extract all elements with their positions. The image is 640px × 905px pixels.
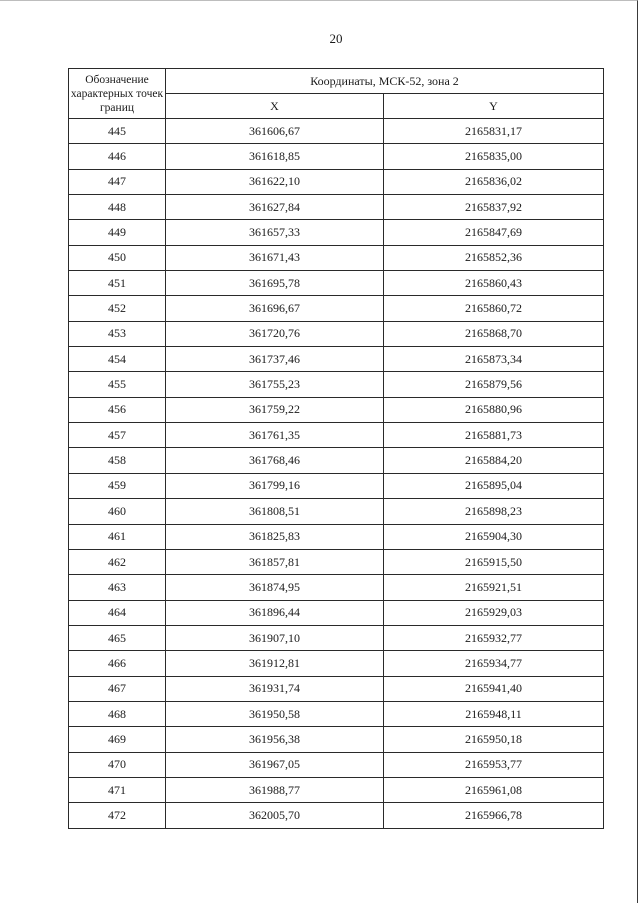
x-cell: 361825,83 — [166, 524, 384, 549]
x-cell: 361671,43 — [166, 245, 384, 270]
x-cell: 361907,10 — [166, 625, 384, 650]
y-cell: 2165860,43 — [384, 271, 604, 296]
x-cell: 361768,46 — [166, 448, 384, 473]
point-cell: 466 — [69, 651, 166, 676]
table-row — [69, 625, 604, 650]
y-cell: 2165904,30 — [384, 524, 604, 549]
y-column-header: Y — [384, 94, 604, 119]
x-cell: 361759,22 — [166, 397, 384, 422]
y-cell: 2165837,92 — [384, 195, 604, 220]
x-cell: 361912,81 — [166, 651, 384, 676]
coordinates-table — [68, 68, 604, 829]
table-row — [69, 752, 604, 777]
y-cell: 2165881,73 — [384, 423, 604, 448]
table-row — [69, 271, 604, 296]
y-cell: 2165948,11 — [384, 701, 604, 726]
y-cell: 2165847,69 — [384, 220, 604, 245]
point-cell: 459 — [69, 473, 166, 498]
x-cell: 361695,78 — [166, 271, 384, 296]
point-cell: 449 — [69, 220, 166, 245]
point-cell: 448 — [69, 195, 166, 220]
table-row — [69, 473, 604, 498]
table-row — [69, 397, 604, 422]
point-cell: 460 — [69, 499, 166, 524]
point-cell: 452 — [69, 296, 166, 321]
point-cell: 468 — [69, 701, 166, 726]
table-row — [69, 144, 604, 169]
x-cell: 361988,77 — [166, 777, 384, 802]
table-row — [69, 195, 604, 220]
point-cell: 464 — [69, 600, 166, 625]
x-cell: 361755,23 — [166, 372, 384, 397]
page-number: 20 — [329, 31, 343, 46]
x-cell: 361956,38 — [166, 727, 384, 752]
table-row — [69, 524, 604, 549]
y-cell: 2165898,23 — [384, 499, 604, 524]
table-row — [69, 296, 604, 321]
table-row — [69, 549, 604, 574]
y-cell: 2165932,77 — [384, 625, 604, 650]
table-row — [69, 651, 604, 676]
x-cell: 361950,58 — [166, 701, 384, 726]
table-row — [69, 169, 604, 194]
x-cell: 361761,35 — [166, 423, 384, 448]
table-row — [69, 245, 604, 270]
y-cell: 2165835,00 — [384, 144, 604, 169]
y-cell: 2165961,08 — [384, 777, 604, 802]
table-body — [69, 119, 604, 829]
point-cell: 458 — [69, 448, 166, 473]
table-row — [69, 676, 604, 701]
table-row — [69, 499, 604, 524]
y-cell: 2165953,77 — [384, 752, 604, 777]
table-row — [69, 575, 604, 600]
point-cell: 445 — [69, 119, 166, 144]
table-row — [69, 423, 604, 448]
point-cell: 463 — [69, 575, 166, 600]
x-cell: 361874,95 — [166, 575, 384, 600]
x-column-header: X — [166, 94, 384, 119]
x-cell: 361618,85 — [166, 144, 384, 169]
y-cell: 2165884,20 — [384, 448, 604, 473]
x-cell: 361737,46 — [166, 347, 384, 372]
point-cell: 470 — [69, 752, 166, 777]
point-cell: 461 — [69, 524, 166, 549]
point-designation-header: Обозначение характерных точек границ — [69, 69, 166, 119]
point-cell: 465 — [69, 625, 166, 650]
table-row — [69, 727, 604, 752]
x-cell: 361657,33 — [166, 220, 384, 245]
table-row — [69, 448, 604, 473]
x-cell: 361622,10 — [166, 169, 384, 194]
x-cell: 361967,05 — [166, 752, 384, 777]
point-cell: 451 — [69, 271, 166, 296]
x-cell: 362005,70 — [166, 803, 384, 828]
x-cell: 361720,76 — [166, 321, 384, 346]
point-cell: 457 — [69, 423, 166, 448]
coordinates-system-header: Координаты, МСК-52, зона 2 — [166, 69, 604, 94]
y-cell: 2165921,51 — [384, 575, 604, 600]
point-cell: 455 — [69, 372, 166, 397]
y-cell: 2165895,04 — [384, 473, 604, 498]
point-cell: 453 — [69, 321, 166, 346]
x-cell: 361606,67 — [166, 119, 384, 144]
table-row — [69, 600, 604, 625]
y-cell: 2165879,56 — [384, 372, 604, 397]
y-cell: 2165950,18 — [384, 727, 604, 752]
table-row — [69, 372, 604, 397]
point-cell: 450 — [69, 245, 166, 270]
table-row — [69, 777, 604, 802]
x-cell: 361627,84 — [166, 195, 384, 220]
point-cell: 456 — [69, 397, 166, 422]
point-cell: 447 — [69, 169, 166, 194]
y-cell: 2165941,40 — [384, 676, 604, 701]
table-row — [69, 803, 604, 828]
point-cell: 469 — [69, 727, 166, 752]
table-row — [69, 701, 604, 726]
x-cell: 361857,81 — [166, 549, 384, 574]
y-cell: 2165915,50 — [384, 549, 604, 574]
y-cell: 2165873,34 — [384, 347, 604, 372]
table-row — [69, 220, 604, 245]
x-cell: 361896,44 — [166, 600, 384, 625]
point-cell: 467 — [69, 676, 166, 701]
point-cell: 454 — [69, 347, 166, 372]
y-cell: 2165836,02 — [384, 169, 604, 194]
point-cell: 462 — [69, 549, 166, 574]
point-cell: 471 — [69, 777, 166, 802]
table-row — [69, 347, 604, 372]
y-cell: 2165929,03 — [384, 600, 604, 625]
x-cell: 361799,16 — [166, 473, 384, 498]
table-row — [69, 119, 604, 144]
y-cell: 2165831,17 — [384, 119, 604, 144]
y-cell: 2165966,78 — [384, 803, 604, 828]
y-cell: 2165852,36 — [384, 245, 604, 270]
x-cell: 361696,67 — [166, 296, 384, 321]
point-cell: 446 — [69, 144, 166, 169]
x-cell: 361808,51 — [166, 499, 384, 524]
y-cell: 2165934,77 — [384, 651, 604, 676]
y-cell: 2165860,72 — [384, 296, 604, 321]
y-cell: 2165880,96 — [384, 397, 604, 422]
y-cell: 2165868,70 — [384, 321, 604, 346]
table-row — [69, 321, 604, 346]
point-cell: 472 — [69, 803, 166, 828]
x-cell: 361931,74 — [166, 676, 384, 701]
